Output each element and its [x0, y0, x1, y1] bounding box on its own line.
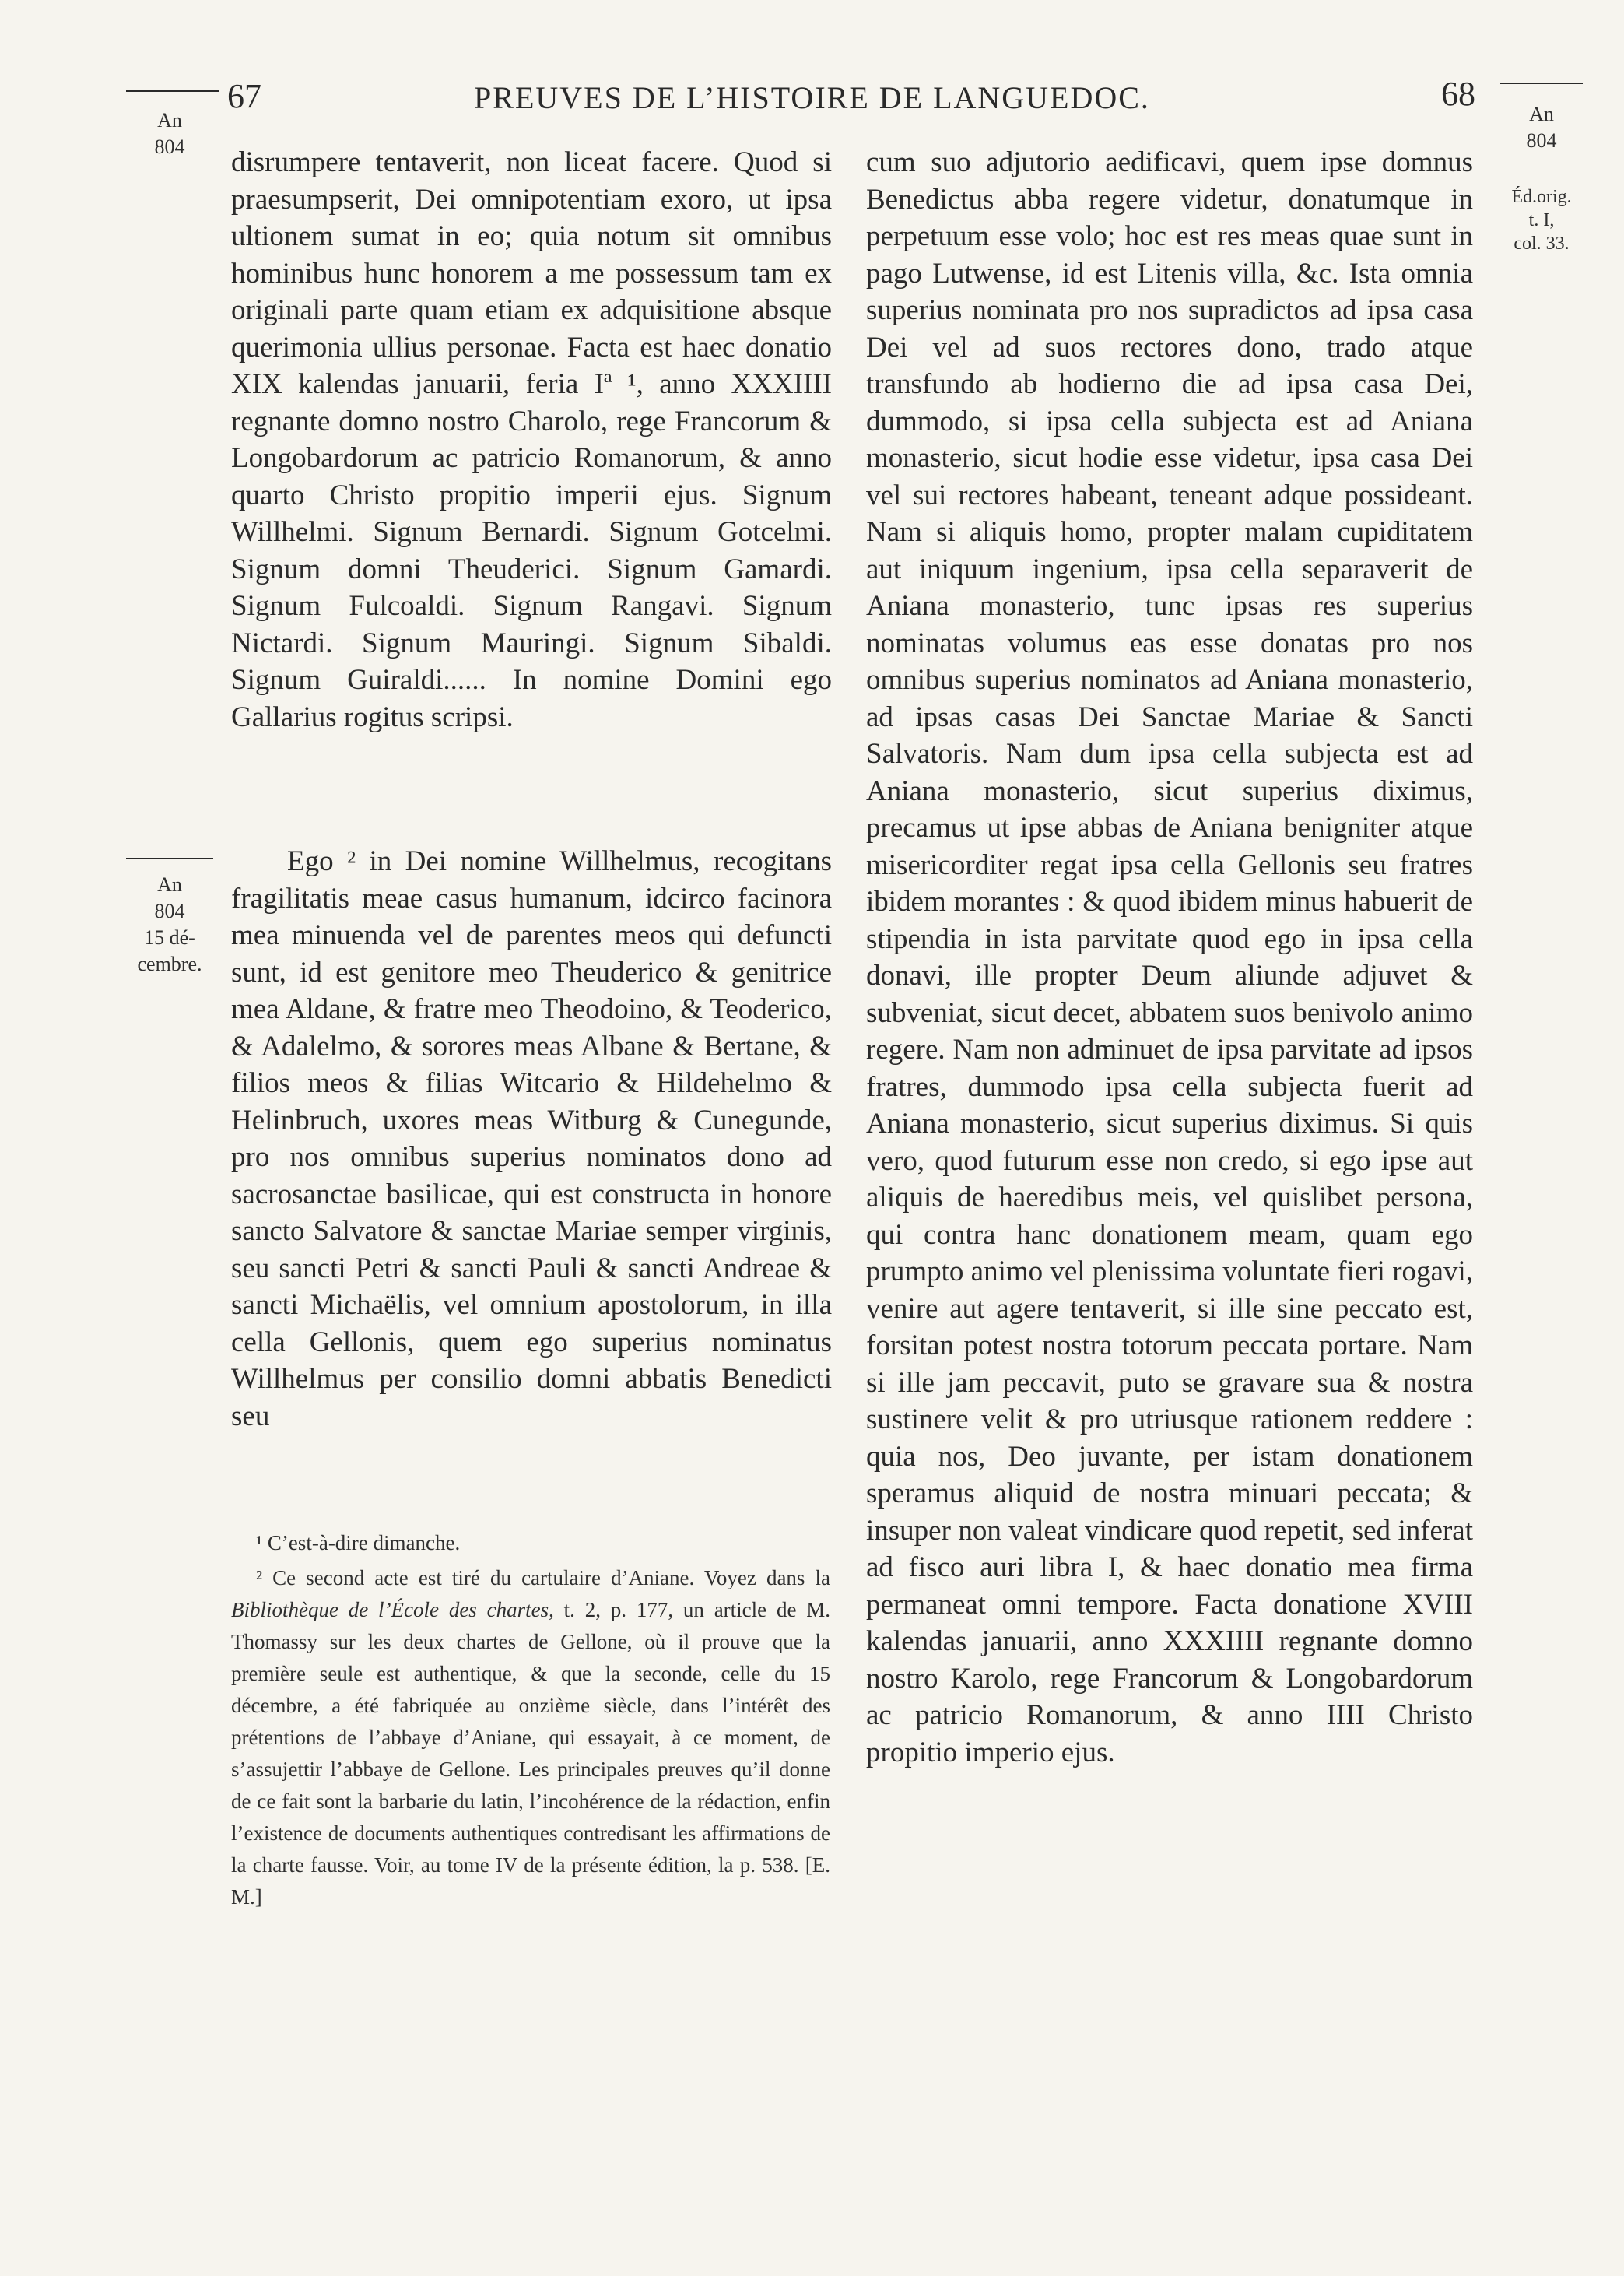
- footnote-2-start: ² Ce second acte est tiré du cartulaire d’Aniane. Voyez dans la: [256, 1566, 830, 1589]
- right-paragraph-text: cum suo adjutorio aedificavi, quem ipse domnus Benedictus abba regere videtur, donatumque in perpetuum esse volo; hoc est res meas quae sunt in pago Lutwense, id est Litenis villa, &c. Ista omnia superius nominata pro nos supradictos ad ipsa casa Dei vel ad suos rectores dono, trado atque transfundo ab hodierno die ad ipsa casa Dei, dummodo, si ipsa cella subjecta est ad Aniana monasterio, sicut hodie esse videtur, ipsa casa Dei vel sui rectores habeant, teneant adque possideant. Nam si aliquis homo, propter malam cupiditatem aut iniquum ingenium, ipsa cella separaverit de Aniana monasterio, tunc ipsas res superius nominatas volumus eas esse donatas pro nos omnibus superius nominatos ad Aniana monasterio, ad ipsas casas Dei Sanctae Mariae & Sancti Salvatoris. Nam dum ipsa cella subjecta est ad Aniana monasterio, sicut superius diximus, precamus ut ipse abbas de Aniana benigniter atque misericorditer regat ipsa cella Gellonis seu fratres ibidem morantes : & quod ibidem minus habuerit de stipendia in ista parvitate quod ego in ipsa cella donavi, ille propter Deum aliunde adjuvet & subveniat, sicut decet, abbatem suos benivolo animo regere. Nam non adminuet de ipsa parvitate ad ipsos fratres, dummodo ipsa cella subjecta fuerit ad Aniana monasterio, sicut superius diximus. Si quis vero, quod futurum esse non credo, si ego ipse aut aliquis de haeredibus meis, vel quislibet persona, qui contra hanc donationem meam, quam ego prumpto animo vel plenissima voluntate fieri rogavi, venire aut agere tentaverit, si ille sine peccato est, forsitan potest nostra totorum peccata portare. Nam si ille jam peccavit, puto se gravare sua & nostra sustinere velit & pro utriusque rationem reddere : quia nos, Deo juvante, per istam donationem speramus aliquid de nostra minuari peccata; & insuper non valeat vindicare quod repetit, sed inferat ad fisco auri libra I, & haec donatio mea firma permaneat omni tempore. Facta donatione XVIII kalendas januarii, anno XXXIIII regnante domno nostro Karolo, rege Francorum & Longobardorum ac patricio Romanorum, & anno IIII Christo propitio imperio ejus.: [866, 146, 1473, 1768]
- footnotes: [231, 1527, 830, 1913]
- margin-date-left-mid: An 804 15 dé- cembre.: [137, 873, 202, 975]
- header-rule-right: [1500, 83, 1583, 84]
- page-number-right: 68: [1441, 75, 1475, 113]
- footnote-2-end: , t. 2, p. 177, un article de M. Thomassy sur les deux chartes de Gellone, où il prouve que la première seule est authentique, & que la seconde, celle du 15 décembre, a été fabriquée au onzième siècle, dans l’intérêt des prétentions de l’abbaye d’Aniane, qui essayait, à ce moment, de s’assujettir l’abbaye de Gellone. Les principales preuves qu’il donne de ce fait sont la barbarie du latin, l’incohérence de la rédaction, enfin l’existence de documents authentiques contredisant les affirmations de la charte fausse. Voir, au tome IV de la présente édition, la p. 538. [E. M.]: [231, 1598, 830, 1909]
- running-title: PREUVES DE L’HISTOIRE DE LANGUEDOC.: [474, 80, 1150, 115]
- left-paragraph-2-text: Ego ² in Dei nomine Willhelmus, recogitans fragilitatis meae casus humanum, idcirco facinora mea minuenda vel de parentes meos qui defuncti sunt, id est genitore meo Theuderico & genitrice mea Aldane, & fratre meo Theodoino, & Teoderico, & Adalelmo, & sorores meas Albane & Bertane, & filios meos & filias Witcario & Hildehelmo & Helinbruch, uxores meas Witburg & Cunegunde, pro nos omnibus superius nominatos dono ad sacrosanctae basilicae, qui est constructa in honore sancto Salvatore & sanctae Mariae semper virginis, seu sancti Petri & sancti Pauli & sancti Andreae & sancti Michaëlis, vel omnium apostolorum, in illa cella Gellonis, quem ego superius nominatus Willhelmus per consilio domni abbatis Benedicti seu: [231, 845, 832, 1432]
- margin-edition-reference: Éd.orig. t. I, col. 33.: [1511, 187, 1572, 254]
- left-column-paragraph-2: [231, 843, 832, 1435]
- margin-date-left-top: An 804: [154, 109, 185, 158]
- left-column-paragraph-1: [231, 144, 832, 736]
- margin-date-right: An 804: [1526, 103, 1557, 152]
- footnote-1: ¹ C’est-à-dire dimanche.: [256, 1531, 461, 1554]
- left-paragraph-1-text: disrumpere tentaverit, non liceat facere. Quod si praesumpserit, Dei omnipotentiam exoro, ut ipsa ultionem sumat in eo; quia notum sit omnibus hominibus hunc honorem a me possessum tam ex originali parte quam etiam ex adquisitione absque querimonia ullius personae. Facta est haec donatio XIX kalendas januarii, feria Iª ¹, anno XXXIIII regnante domno nostro Charolo, rege Francorum & Longobardorum ac patricio Romanorum, & anno quarto Christo propitio imperii ejus. Signum Willhelmi. Signum Bernardi. Signum Gotcelmi. Signum domni Theuderici. Signum Gamardi. Signum Fulcoaldi. Signum Rangavi. Signum Nictardi. Signum Mauringi. Signum Sibaldi. Signum Guiraldi...... In nomine Domini ego Gallarius rogitus scripsi.: [231, 146, 832, 733]
- right-column: [866, 144, 1473, 1771]
- footnote-2-journal-title: Bibliothèque de l’École des chartes: [231, 1598, 549, 1621]
- footnote-2: [231, 1562, 830, 1913]
- page-number-left: 67: [227, 77, 261, 115]
- margin-rule-left: [126, 858, 213, 859]
